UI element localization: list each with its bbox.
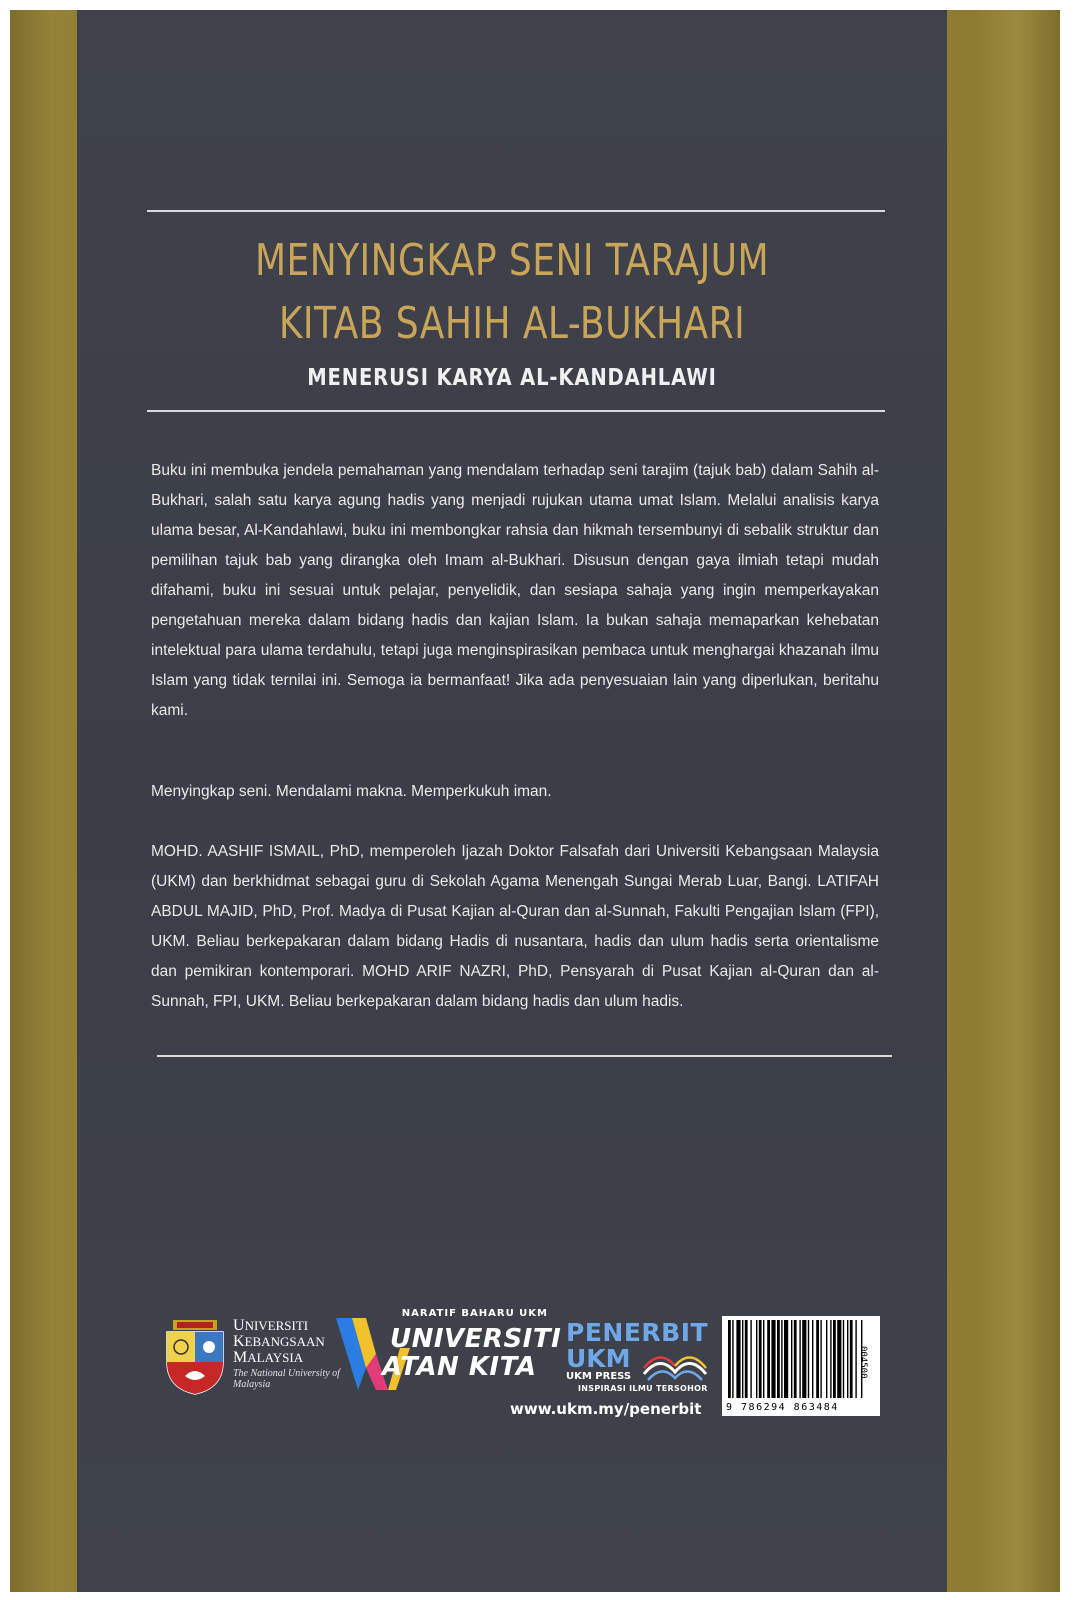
- barcode-bar: [791, 1320, 792, 1398]
- ukm-tagline: The National University of Malaysia: [233, 1368, 340, 1390]
- barcode-bar: [736, 1320, 740, 1398]
- barcode-bar: [808, 1320, 809, 1398]
- subtitle: MENERUSI KARYA AL-KANDAHLAWI: [307, 365, 717, 391]
- ukm-press-label: UKM PRESS: [566, 1371, 632, 1382]
- barcode-bar: [732, 1320, 733, 1398]
- barcode-bar: [816, 1320, 819, 1398]
- barcode-bar: [767, 1320, 770, 1398]
- barcode-bar: [784, 1320, 788, 1398]
- barcode-bar: [728, 1320, 731, 1398]
- universiti-label: UNIVERSITI: [390, 1324, 562, 1354]
- barcode-bar: [799, 1320, 800, 1398]
- barcode-bar: [826, 1320, 827, 1398]
- barcode-bar: [850, 1320, 853, 1398]
- barcode-bar: [855, 1320, 856, 1398]
- barcode-bar: [745, 1320, 748, 1398]
- watan-kita-label: ATAN KITA: [382, 1352, 537, 1382]
- barcode-bar: [750, 1320, 751, 1398]
- price-code: 004500: [858, 1346, 868, 1379]
- barcode-bar: [763, 1320, 764, 1398]
- ukm-logo: [163, 1318, 343, 1398]
- barcode-bar: [847, 1320, 848, 1398]
- penerbit-ukm-label: UKM: [566, 1344, 631, 1373]
- barcode-bar: [830, 1320, 831, 1398]
- barcode-bar: [777, 1320, 780, 1398]
- title-line-1: MENYINGKAP SENI TARAJUM: [254, 235, 770, 286]
- inspirasi-label: INSPIRASI ILMU TERSOHOR: [578, 1384, 708, 1393]
- ukm-wordmark: UNIVERSITI KEBANGSAAN MALAYSIA: [233, 1317, 325, 1366]
- barcode-bar: [837, 1320, 841, 1398]
- barcode-bar: [794, 1320, 797, 1398]
- barcode-bar: [781, 1320, 782, 1398]
- barcode-bar: [812, 1320, 813, 1398]
- barcode-bar: [802, 1320, 806, 1398]
- title-line-2: KITAB SAHIH AL-BUKHARI: [278, 298, 746, 349]
- barcode-bar: [820, 1320, 821, 1398]
- title-divider: [147, 410, 885, 412]
- isbn-number: 9 786294 863484: [726, 1402, 839, 1413]
- isbn-barcode: [722, 1316, 880, 1416]
- barcode-bar: [756, 1320, 757, 1398]
- open-book-icon: [640, 1344, 710, 1384]
- barcode-bar: [833, 1320, 836, 1398]
- tagline: Menyingkap seni. Mendalami makna. Memperkukuh iman.: [151, 783, 552, 800]
- blurb-paragraph: Buku ini membuka jendela pemahaman yang mendalam terhadap seni tarajim (tajuk bab) dalam Sahih al-Bukhari, salah satu karya agung hadis yang menjadi rujukan utama umat Islam. Melalui analisis karya ulama besar, Al-Kandahlawi, buku ini membongkar rahsia dan hikmah tersembunyi di sebalik struktur dan pemilihan tajuk bab yang dirangka oleh Imam al-Bukhari. Disusun dengan gaya ilmiah tetapi mudah difahami, buku ini sesuai untuk pelajar, penyelidik, dan sesiapa sahaja yang ingin memperkayakan pengetahuan mereka dalam bidang hadis dan kajian Islam. Ia bukan sahaja memaparkan kehebatan intelektual para ulama terdahulu, tetapi juga menginspirasikan pembaca untuk menghargai khazanah ilmu Islam yang tidak ternilai ini. Semoga ia bermanfaat! Jika ada penyesuaian lain yang diperlukan, beritahu kami.: [151, 462, 879, 719]
- barcode-bar: [759, 1320, 762, 1398]
- barcode-bar: [742, 1320, 743, 1398]
- author-bios: MOHD. AASHIF ISMAIL, PhD, memperoleh Ijazah Doktor Falsafah dari Universiti Kebangsaan Malaysia (UKM) dan berkhidmat sebagai guru di Sekolah Agama Menengah Sungai Merab Luar, Bangi. LATIFAH ABDUL MAJID, PhD, Prof. Madya di Pusat Kajian al-Quran dan al-Sunnah, Fakulti Pengajian Islam (FPI), UKM. Beliau berkepakaran dalam bidang Hadis di nusantara, hadis dan ulum hadis serta orientalisme dan pemikiran kontemporari. MOHD ARIF NAZRI, PhD, Pensyarah di Pusat Kajian al-Quran dan al-Sunnah, FPI, UKM. Beliau berkepakaran dalam bidang hadis dan ulum hadis.: [151, 843, 879, 1010]
- barcode-bars: [722, 1316, 880, 1402]
- naratif-label: NARATIF BAHARU UKM: [401, 1308, 548, 1319]
- penerbit-label: PENERBIT: [566, 1318, 709, 1347]
- barcode-bar: [843, 1320, 844, 1398]
- top-divider: [147, 210, 885, 212]
- ukm-crest-icon: [163, 1318, 227, 1396]
- bottom-divider: [157, 1055, 892, 1057]
- publisher-url: www.ukm.my/penerbit: [510, 1400, 702, 1418]
- barcode-bar: [771, 1320, 775, 1398]
